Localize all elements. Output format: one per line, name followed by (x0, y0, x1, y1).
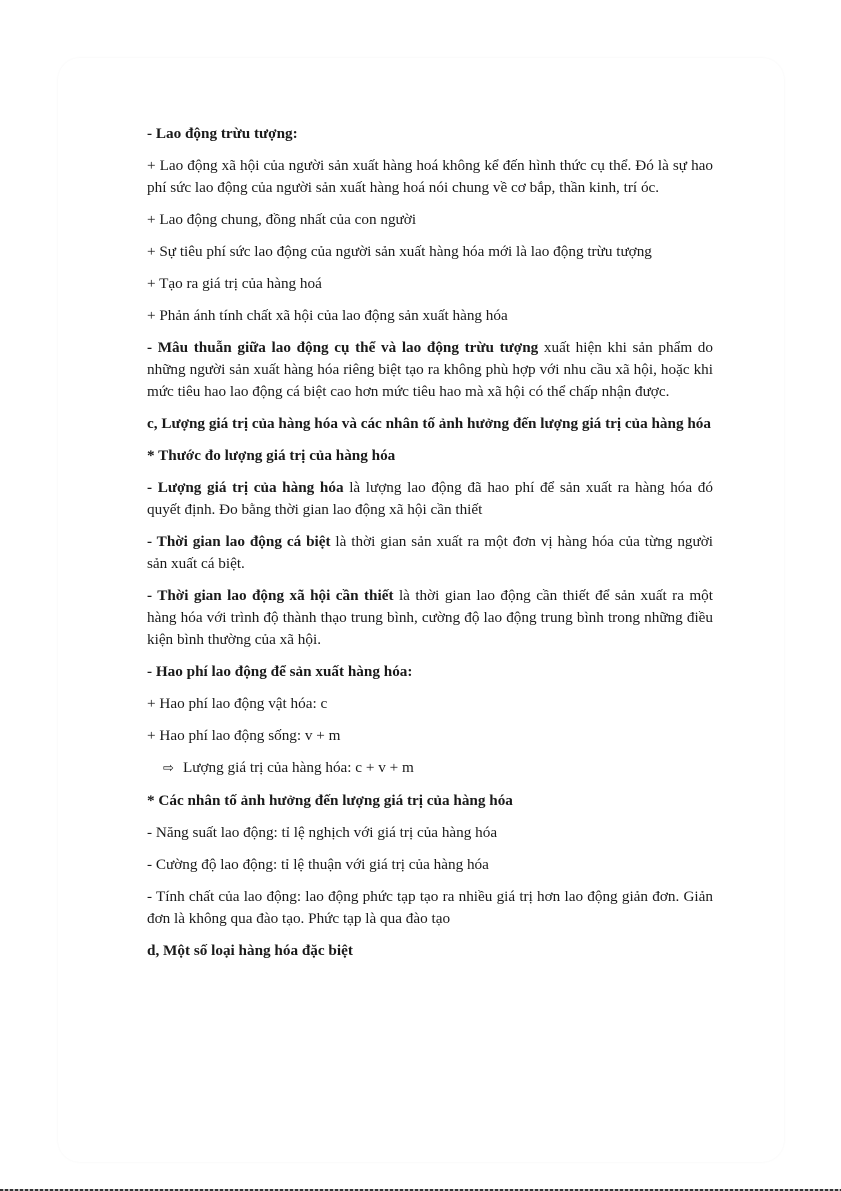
social-time-term: - Thời gian lao động xã hội cần thiết (147, 587, 394, 604)
arrow-right-icon: ⇨ (163, 761, 174, 776)
paragraph-living-labor: + Hao phí lao động sống: v + m (147, 727, 341, 744)
paragraph-social-nature: + Phản ánh tính chất xã hội của lao động sản xuất hàng hóa (147, 307, 508, 324)
paragraph-creates-value: + Tạo ra giá trị của hàng hoá (147, 275, 322, 292)
paragraph-common-labor: + Lao động chung, đồng nhất của con người (147, 211, 417, 228)
measure-heading: * Thước đo lượng giá trị của hàng hóa (147, 447, 396, 464)
social-time-text: là thời gian lao động cần thiết để sản xuất ra một hàng hóa với trình độ thành thạo trung bình, cường độ lao động trung bình trong những điều kiện bình thường của xã hội. (147, 587, 713, 648)
labor-expenditure-text: + Sự tiêu phí sức lao động của người sản xuất hàng hóa (147, 243, 489, 260)
heading-abstract-labor: - Lao động trừu tượng: (147, 125, 298, 142)
cost-heading: - Hao phí lao động để sản xuất hàng hóa: (147, 663, 413, 680)
paragraph-intensity: - Cường độ lao động: tỉ lệ thuận với giá trị của hàng hóa (147, 856, 489, 873)
contradiction-text: xuất hiện khi sản phẩm do những người sản xuất hàng hóa riêng biệt tạo ra không phù hợp với nhu cầu xã hội, hoặc khi mức tiêu hao lao động cá biệt cao hơn mức tiêu hao mà xã hội có thể chấp nhận được. (147, 339, 713, 400)
section-c-heading: c, Lượng giá trị của hàng hóa và các nhân tố ảnh hưởng đến lượng giá trị của hàng hóa (147, 415, 711, 432)
factors-heading: * Các nhân tố ảnh hưởng đến lượng giá trị của hàng hóa (147, 792, 513, 809)
paragraph-labor-expenditure (147, 241, 713, 263)
paragraph-social-labor: + Lao động xã hội của người sản xuất hàng hoá không kể đến hình thức cụ thể. Đó là sự hao phí sức lao động của người sản xuất hàng hoá nói chung về cơ bắp, thần kinh, trí óc. (147, 157, 713, 196)
document-body (147, 123, 713, 972)
paragraph-value-quantity (147, 477, 713, 521)
labor-expenditure-end: mới là lao động trừu tượng (488, 243, 652, 260)
paragraph-contradiction (147, 337, 713, 403)
paragraph-individual-time (147, 531, 713, 575)
individual-time-text: là thời gian sản xuất ra một đơn vị hàng hóa của từng người sản xuất cá biệt. (147, 533, 713, 572)
paragraph-materialized-labor: + Hao phí lao động vật hóa: c (147, 695, 328, 712)
formula-line (147, 757, 713, 780)
section-d-heading: d, Một số loại hàng hóa đặc biệt (147, 942, 353, 959)
paragraph-social-time (147, 585, 713, 651)
formula-text: Lượng giá trị của hàng hóa: c + v + m (183, 759, 414, 776)
value-quantity-text: là lượng lao động đã hao phí để sản xuất ra hàng hóa đó quyết định. Đo bằng thời gian lao động xã hội cần thiết (147, 479, 713, 518)
paragraph-labor-nature: - Tính chất của lao động: lao động phức tạp tạo ra nhiều giá trị hơn lao động giản đơn. Giản đơn là không qua đào tạo. Phức tạp là qua đào tạo (147, 888, 713, 927)
value-quantity-term: - Lượng giá trị của hàng hóa (147, 479, 344, 496)
contradiction-term: - Mâu thuẫn giữa lao động cụ thể và lao động trừu tượng (147, 339, 539, 356)
individual-time-term: - Thời gian lao động cá biệt (147, 533, 331, 550)
paragraph-productivity: - Năng suất lao động: tỉ lệ nghịch với giá trị của hàng hóa (147, 824, 498, 841)
